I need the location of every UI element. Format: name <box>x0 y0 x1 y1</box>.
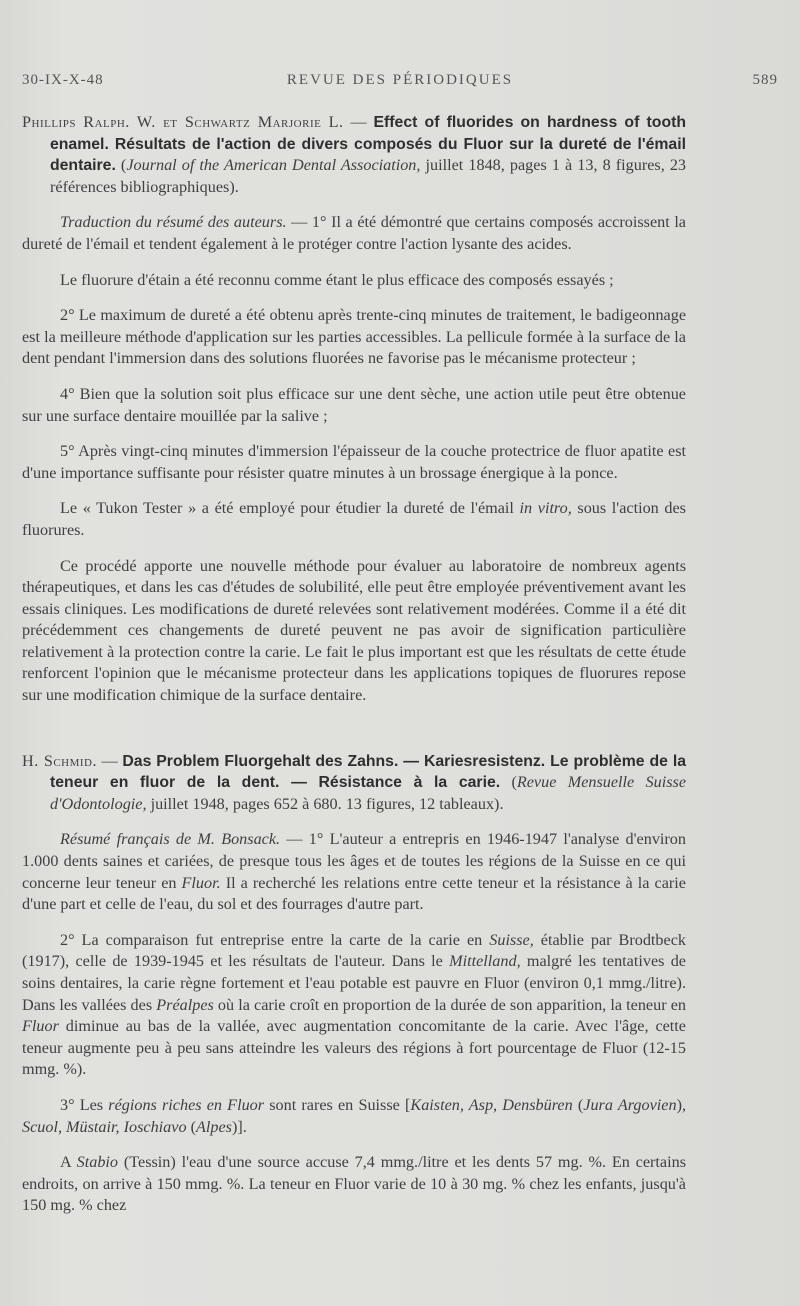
article2-title-fr: Le problème de la teneur en fluor de la dent. — Résistance à la carie. <box>50 752 686 792</box>
article2-source-open: ( <box>500 773 517 792</box>
article2-p3-places-2: Scuol, Müstair, Ioschiavo <box>22 1117 187 1136</box>
article1-dash: — <box>343 113 374 131</box>
issue-date: 30-IX-X-48 <box>22 72 104 88</box>
article2-dash: — <box>97 751 123 770</box>
article2-paragraph-1 <box>22 829 686 915</box>
article2-p2-prealpes: Préalpes <box>156 995 214 1014</box>
article2-p3-text-b: sont rares en Suisse [ <box>264 1095 411 1114</box>
article1-paragraph-6 <box>22 498 686 541</box>
article1-paragraph-5: 5° Après vingt-cinq minutes d'immersion l'épaisseur de la couche protectrice de fluor apatite est d'une importance suffisante pour résister quatre minutes à un brossage énergique à la ponce. <box>22 442 686 482</box>
article2-p3-text-e: ( <box>186 1117 196 1136</box>
article2-p4-text-a: A <box>60 1153 77 1172</box>
article2-reference <box>22 751 686 816</box>
article2-p3-jura: Jura Argovien <box>583 1095 677 1114</box>
article2-p2-mittelland: Mittelland, <box>449 952 521 971</box>
article2-author: H. Schmid. <box>22 751 98 770</box>
article1-source-rest: juillet 1848, pages 1 à 13, 8 figures, 23 références bibliographiques). <box>50 156 687 196</box>
article2-p3-text-a: 3° Les <box>60 1095 109 1114</box>
article2-p1-fluor: Fluor. <box>181 873 221 892</box>
article1-source-open: ( <box>115 156 127 175</box>
article2-paragraph-3 <box>22 1095 686 1138</box>
article2-p3-text-d: ), <box>676 1095 686 1114</box>
article2-p3-text-f: )]. <box>231 1117 247 1136</box>
article2-p4-text-b: (Tessin) l'eau d'une source accuse 7,4 mmg./litre et les dents 57 mg. %. En certains endroits, on arrive à 150 mmg. %. La teneur en Fluor varie de 10 à 30 mg. % chez les enfants, jusqu'à 150 mg. % chez <box>22 1153 687 1215</box>
article1-paragraph-2: Le fluorure d'étain a été reconnu comme étant le plus efficace des composés essayés ; <box>60 270 614 289</box>
article1-title-fr: Résultats de l'action de divers composés du Fluor sur la dureté de l'émail dentaire. <box>50 135 686 175</box>
article2-p3-alpes: Alpes <box>196 1117 232 1136</box>
article2-p2-text-b: établie par Brodtbeck (1917), celle de 1939-1945 et les résultats de l'auteur. Dans le <box>22 930 686 971</box>
article1-paragraph-1 <box>22 212 686 255</box>
article2-p1-text-b: Il a recherché les relations entre cette teneur et la résistance à la carie d'une part et celle de l'eau, du sol et des fourrages d'autre part. <box>22 873 686 914</box>
article1-reference <box>22 112 686 198</box>
page-body <box>22 112 686 1217</box>
article2-p2-suisse: Suisse, <box>489 930 534 949</box>
article2-p3-places-1: Kaisten, Asp, Densbüren <box>410 1095 573 1114</box>
article2-p2-text-d: où la carie croît en proportion de la durée de son apparition, la teneur en <box>213 995 686 1014</box>
article2-p2-fluor: Fluor <box>22 1017 59 1036</box>
article1-authors: Phillips Ralph. W. et Schwartz Marjorie L. <box>22 113 344 131</box>
article2-p4-stabio: Stabio <box>76 1153 119 1172</box>
article1-paragraph-3: 2° Le maximum de dureté a été obtenu après trente-cinq minutes de traitement, le badigeonnage est la meilleure méthode d'application sur les parties accessibles. La pellicule formée à la surface de la dent pendant l'immersion dans des solutions fluorées ne favorise pas le mécanisme protecteur ; <box>22 306 686 368</box>
article2-p2-text-c: malgré les tentatives de soins dentaires, la carie règne fortement et l'eau potable est pauvre en Fluor (environ 0,1 mmg./litre). Dans les vallées des <box>22 952 686 1014</box>
article2-paragraph-4 <box>22 1152 686 1217</box>
article2-p3-text-c: ( <box>572 1095 584 1114</box>
article1-paragraph-4: 4° Bien que la solution soit plus efficace sur une dent sèche, une action utile peut être obtenue sur une surface dentaire mouillée par la salive ; <box>22 384 686 425</box>
article1-paragraph-7: Ce procédé apporte une nouvelle méthode pour évaluer au laboratoire de nombreux agents thérapeutiques, et dans les cas d'études de solubilité, elle peut être employée préventivement avant les essais cliniques. Les modifications de dureté relevées sont relativement modérées. Comme il a été dit précédemment ces changements de dureté peuvent ne pas avoir de signification particulière relativement à la protection contre la carie. Le fait le plus important est que les résultats de cette étude renforcent l'opinion que le mécanisme protecteur dans les applications topiques de fluorures repose sur une modification chimique de la surface dentaire. <box>22 556 686 705</box>
article1-title-en: Effect of fluorides on hardness of tooth enamel. <box>50 114 686 153</box>
article2-title-de: Das Problem Fluorgehalt des Zahns. — Kariesresistenz. <box>122 752 546 770</box>
article1-summary-label: Traduction du résumé des auteurs. <box>60 213 287 232</box>
article2-paragraph-2 <box>22 930 686 1081</box>
article1-p1-text: — 1° Il a été démontré que certains composés accroissent la dureté de l'émail et tendent également à le protéger contre l'action lysante des acides. <box>22 213 686 253</box>
article1-p6-before: Le « Tukon Tester » a été employé pour étudier la dureté de l'émail <box>60 499 520 518</box>
article2-p3-regions: régions riches en Fluor <box>108 1095 265 1114</box>
article1-p6-italic: in vitro, <box>519 499 572 518</box>
article2-p2-text-e: diminue au bas de la vallée, avec augmentation concomitante de la carie. Avec l'âge, cette teneur augmente peu à peu sans atteindre les valeurs des régions à fort pourcentage de Fluor (12-15 mmg. %). <box>22 1017 686 1079</box>
article1-journal: Journal of the American Dental Association, <box>126 156 421 175</box>
article2-p2-text-a: 2° La comparaison fut entreprise entre la carte de la carie en <box>60 930 490 949</box>
article2-p1-text-a: — 1° L'auteur a entrepris en 1946-1947 l'analyse d'environ 1.000 dents saines et cariées, de presque tous les âges et de toutes les régions de la Suisse en ce qui concerne leur teneur en <box>22 830 686 892</box>
article2-source-rest: juillet 1948, pages 652 à 680. 13 figures, 12 tableaux). <box>146 794 504 813</box>
article2-journal: Revue Mensuelle Suisse d'Odontologie, <box>50 773 687 813</box>
article1-p6-after: sous l'action des fluorures. <box>22 499 686 539</box>
journal-section-title: REVUE DES PÉRIODIQUES <box>286 72 514 88</box>
page-number: 589 <box>752 72 778 88</box>
running-head <box>22 72 778 94</box>
article2-summary-label: Résumé français de M. Bonsack. <box>60 830 281 849</box>
